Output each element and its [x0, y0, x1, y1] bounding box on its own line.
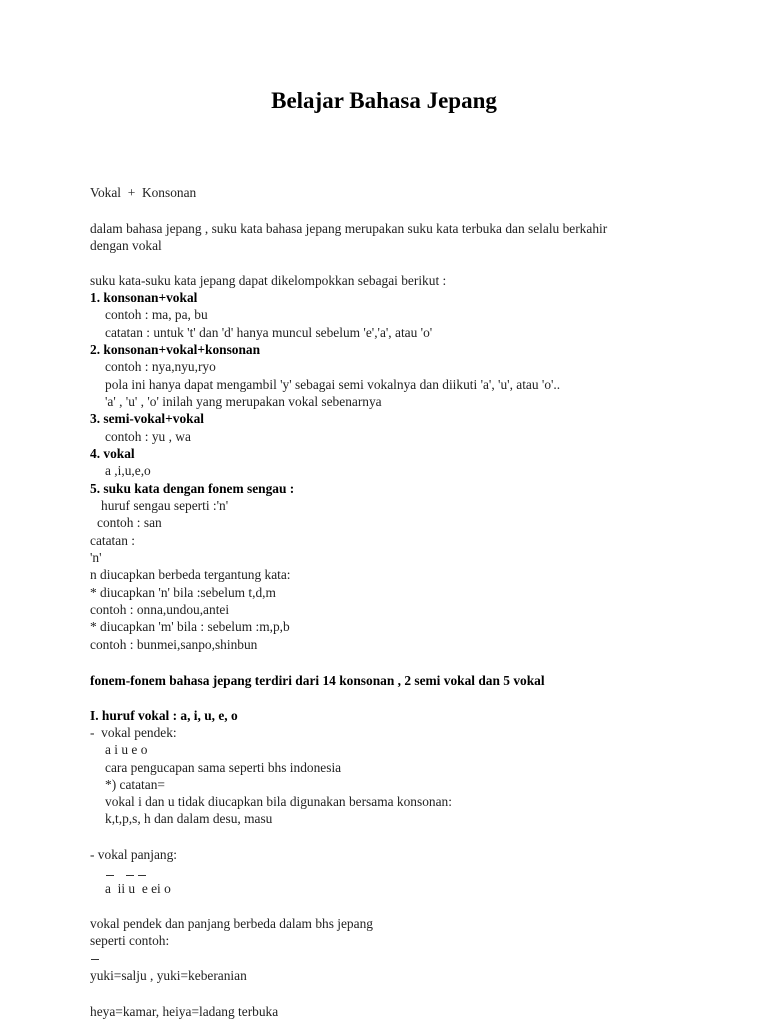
macron-a: [106, 875, 114, 876]
macron-u: [126, 875, 134, 876]
group-3-heading: 3. semi-vokal+vokal: [90, 411, 205, 426]
short-vowel-line: cara pengucapan sama seperti bhs indonesia: [105, 760, 342, 775]
group-2-line: contoh : nya,nyu,ryo: [105, 359, 216, 374]
macron-u-example: [91, 959, 99, 960]
group-1-heading: 1. konsonan+vokal: [90, 290, 198, 305]
short-vowel-line: vokal i dan u tidak diucapkan bila digunakan bersama konsonan:: [105, 794, 452, 809]
long-vowel-label: - vokal panjang:: [90, 847, 178, 862]
long-vowels: a ii u e ei o: [105, 881, 171, 896]
group-2-heading: 2. konsonan+vokal+konsonan: [90, 342, 261, 357]
group-5-line: contoh : san: [97, 515, 162, 530]
short-vowel-line: k,t,p,s, h dan dalam desu, masu: [105, 811, 273, 826]
n-note-line: n diucapkan berbeda tergantung kata:: [90, 567, 291, 582]
phonemes-summary: fonem-fonem bahasa jepang terdiri dari 14 konsonan , 2 semi vokal dan 5 vokal: [90, 673, 545, 688]
short-vowel-line: *) catatan=: [105, 777, 165, 792]
n-note-line: contoh : onna,undou,antei: [90, 602, 230, 617]
groups-intro: suku kata-suku kata jepang dapat dikelompokkan sebagai berikut :: [90, 273, 447, 288]
page-title: Belajar Bahasa Jepang: [271, 88, 497, 113]
n-note-line: * diucapkan 'n' bila :sebelum t,d,m: [90, 585, 276, 600]
example-line: heya=kamar, heiya=ladang terbuka: [90, 1004, 279, 1019]
short-vowel-label: - vokal pendek:: [90, 725, 177, 740]
short-vowel-line: a i u e o: [105, 742, 148, 757]
intro-line-1: dalam bahasa jepang , suku kata bahasa jepang merupakan suku kata terbuka dan selalu berkahir: [90, 221, 608, 236]
group-4-heading: 4. vokal: [90, 446, 135, 461]
group-1-line: contoh : ma, pa, bu: [105, 307, 208, 322]
compare-line: seperti contoh:: [90, 933, 170, 948]
group-2-line: pola ini hanya dapat mengambil 'y' sebagai semi vokalnya dan diikuti 'a', 'u', atau 'o'..: [105, 377, 561, 392]
n-note-line: 'n': [90, 550, 102, 565]
macron-e: [138, 875, 146, 876]
vowel-section-heading: I. huruf vokal : a, i, u, e, o: [90, 708, 238, 723]
n-note-line: contoh : bunmei,sanpo,shinbun: [90, 637, 258, 652]
group-5-line: huruf sengau seperti :'n': [101, 498, 229, 513]
subtitle: Vokal + Konsonan: [90, 185, 197, 200]
intro-line-2: dengan vokal: [90, 238, 162, 253]
group-2-line: 'a' , 'u' , 'o' inilah yang merupakan vokal sebenarnya: [105, 394, 382, 409]
group-3-line: contoh : yu , wa: [105, 429, 191, 444]
example-line: yuki=salju , yuki=keberanian: [90, 968, 247, 983]
n-note-line: * diucapkan 'm' bila : sebelum :m,p,b: [90, 619, 290, 634]
n-note-line: catatan :: [90, 533, 135, 548]
group-4-line: a ,i,u,e,o: [105, 463, 151, 478]
group-5-heading: 5. suku kata dengan fonem sengau :: [90, 481, 295, 496]
group-1-line: catatan : untuk 't' dan 'd' hanya muncul sebelum 'e','a', atau 'o': [105, 325, 433, 340]
compare-line: vokal pendek dan panjang berbeda dalam bhs jepang: [90, 916, 373, 931]
